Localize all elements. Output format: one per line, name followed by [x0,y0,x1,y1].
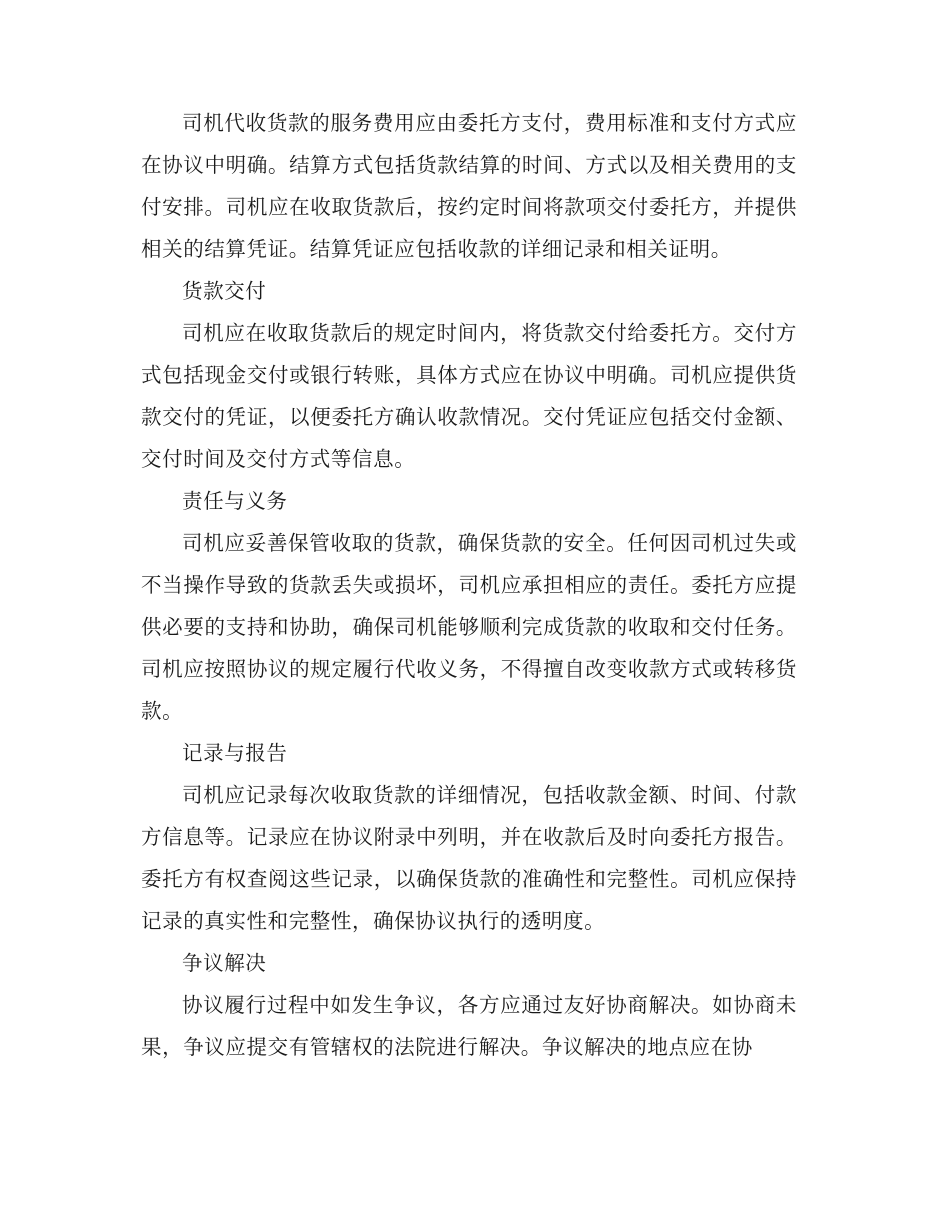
paragraph-settlement: 司机代收货款的服务费用应由委托方支付，费用标准和支付方式应在协议中明确。结算方式包括货款结算的时间、方式以及相关费用的支付安排。司机应在收取货款后，按约定时间将款项交付委托方，并提供相关的结算凭证。结算凭证应包括收款的详细记录和相关证明。 [141,111,797,261]
section-heading-payment-delivery: 货款交付 [182,279,267,303]
paragraph-records-reports: 司机应记录每次收取货款的详细情况，包括收款金额、时间、付款方信息等。记录应在协议附录中列明，并在收款后及时向委托方报告。委托方有权查阅这些记录，以确保货款的准确性和完整性。司机应保持记录的真实性和完整性，确保协议执行的透明度。 [141,783,797,933]
section-heading-records-reports: 记录与报告 [182,741,288,765]
document-body [141,102,797,1068]
paragraph-dispute-resolution: 协议履行过程中如发生争议，各方应通过友好协商解决。如协商未果，争议应提交有管辖权的法院进行解决。争议解决的地点应在协 [141,993,797,1059]
section-heading-dispute-resolution: 争议解决 [182,951,267,975]
paragraph-responsibilities: 司机应妥善保管收取的货款，确保货款的安全。任何因司机过失或不当操作导致的货款丢失或损坏，司机应承担相应的责任。委托方应提供必要的支持和协助，确保司机能够顺利完成货款的收取和交付任务。司机应按照协议的规定履行代收义务，不得擅自改变收款方式或转移货款。 [141,531,797,723]
section-heading-responsibilities: 责任与义务 [182,489,288,513]
paragraph-payment-delivery: 司机应在收取货款后的规定时间内，将货款交付给委托方。交付方式包括现金交付或银行转账，具体方式应在协议中明确。司机应提供货款交付的凭证，以便委托方确认收款情况。交付凭证应包括交付金额、交付时间及交付方式等信息。 [141,321,797,471]
